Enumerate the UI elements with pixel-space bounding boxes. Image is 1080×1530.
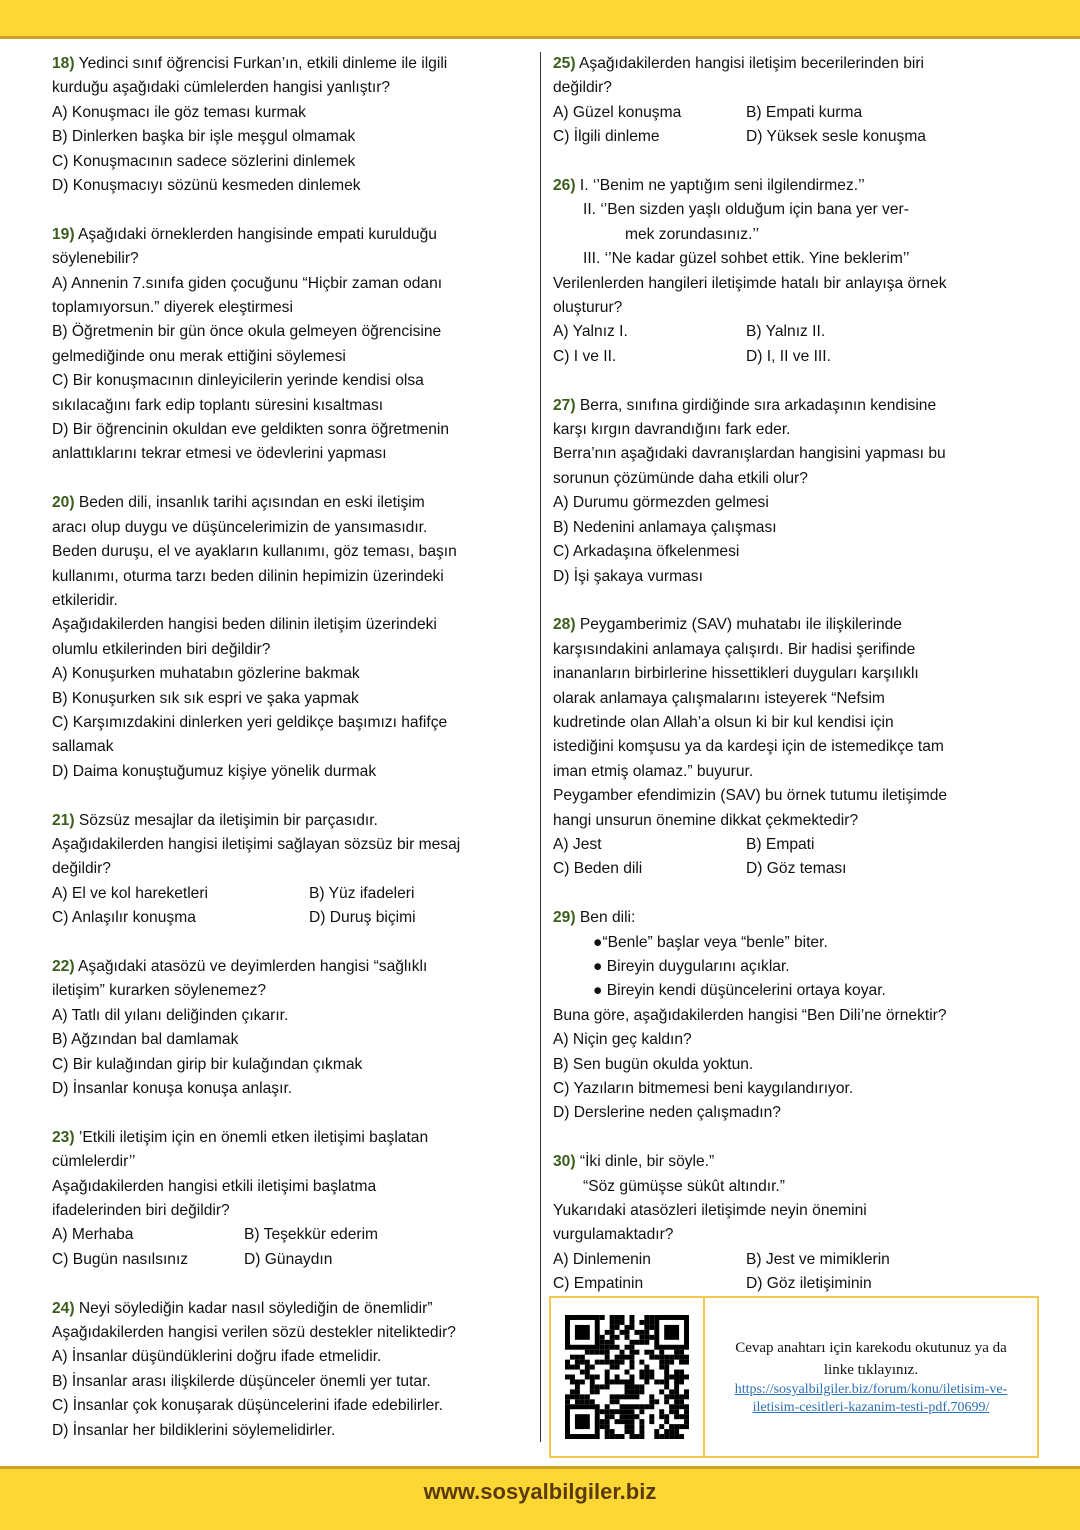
question-text-line: karşısındakini anlamaya çalışırdı. Bir hadisi şerifinde <box>553 640 916 658</box>
answer-option[interactable]: A) Konuşmacı ile göz teması kurmak <box>52 103 306 121</box>
answer-option[interactable]: C) Bir konuşmacının dinleyicilerin yerinde kendisi olsa <box>52 372 424 390</box>
question-number: 27) <box>553 396 576 414</box>
answer-option[interactable]: C) Konuşmacının sadece sözlerini dinlemek <box>52 152 356 170</box>
question-text-line: söylenebilir? <box>52 250 139 268</box>
answer-option[interactable]: D) Duruş biçimi <box>309 909 416 927</box>
answer-option[interactable]: D) İşi şakaya vurması <box>553 567 703 585</box>
question-number: 28) <box>553 616 576 634</box>
question <box>553 1150 1033 1296</box>
answer-option[interactable]: A) İnsanlar düşündüklerini doğru ifade etmelidir. <box>52 1348 382 1366</box>
answer-option[interactable]: B) Sen bugün okulda yoktun. <box>553 1055 754 1073</box>
left-column <box>52 52 532 1467</box>
answer-option[interactable]: A) El ve kol hareketleri <box>52 884 208 902</box>
option-row <box>52 882 532 906</box>
answer-option[interactable]: B) Empati <box>746 835 815 853</box>
question <box>52 1297 532 1443</box>
question-text-line: Beden duruşu, el ve ayakların kullanımı, göz teması, başın <box>52 543 457 561</box>
answer-option[interactable]: C) I ve II. <box>553 347 617 365</box>
question-text: Neyi söylediğin kadar nasıl söylediğin de önemlidir” <box>74 1299 433 1317</box>
question-text: Yedinci sınıf öğrencisi Furkan’ın, etkili dinleme ile ilgili <box>74 55 448 72</box>
question-first-line <box>553 613 1033 637</box>
answer-option[interactable]: B) Empati kurma <box>746 103 863 121</box>
question-text-line: hangi unsurun önemine dikkat çekmektedir? <box>553 811 859 829</box>
answer-option[interactable]: A) Yalnız I. <box>553 323 628 341</box>
option-row <box>553 101 1033 125</box>
answer-option[interactable]: C) Arkadaşına öfkelenmesi <box>553 543 740 561</box>
qr-code[interactable] <box>551 1298 705 1456</box>
answer-option[interactable]: B) Ağzından bal damlamak <box>52 1031 239 1049</box>
answer-option[interactable]: B) Teşekkür ederim <box>244 1226 379 1244</box>
question-text-line: iletişim” kurarken söylenemez? <box>52 982 267 1000</box>
question-text-line: kurduğu aşağıdaki cümlelerden hangisi yanlıştır? <box>52 79 391 97</box>
answer-option[interactable]: C) Karşımızdakini dinlerken yeri geldikçe başımızı hafifçe <box>52 713 448 731</box>
question-text-line: II. ‘’Ben sizden yaşlı olduğum için bana yer ver- <box>583 201 909 219</box>
question-text: Aşağıdakilerden hangisi iletişim becerilerinden biri <box>575 55 924 72</box>
option-row <box>553 1248 1033 1272</box>
question-first-line <box>553 1150 1033 1174</box>
question-text-line: kullanımı, oturma tarzı beden dilinin hepimizin üzerindeki <box>52 567 444 585</box>
question-text-line: istediğini komşusu ya da kardeşi için de istemedikçe tam <box>553 738 944 756</box>
question-text: ’Etkili iletişim için en önemli etken iletişimi başlatan <box>74 1128 429 1146</box>
question-text-line: iman etmiş olamaz.” buyurur. <box>553 762 754 780</box>
question-text-line: ifadelerinden biri değildir? <box>52 1202 230 1220</box>
question-text-line: vurgulamaktadır? <box>553 1226 674 1244</box>
column-divider <box>540 52 541 1442</box>
question-text: Beden dili, insanlık tarihi açısından en eski iletişim <box>74 494 425 512</box>
question-number: 25) <box>553 55 576 72</box>
answer-option[interactable]: D) Günaydın <box>244 1250 333 1268</box>
answer-option[interactable]: B) Dinlerken başka bir işle meşgul olmamak <box>52 128 356 146</box>
question-text-line: ●“Benle” başlar veya “benle” biter. <box>593 933 828 951</box>
question <box>52 52 532 198</box>
question-first-line <box>553 906 1033 930</box>
answer-option[interactable]: B) Nedenini anlamaya çalışması <box>553 518 777 536</box>
footer-website[interactable]: www.sosyalbilgiler.biz <box>423 1479 657 1504</box>
question-text: Ben dili: <box>575 909 636 927</box>
question-first-line <box>553 174 1033 198</box>
answer-option[interactable]: B) Yalnız II. <box>746 323 826 341</box>
question <box>52 1126 532 1272</box>
question <box>52 955 532 1101</box>
option-row <box>553 833 1033 857</box>
answer-option[interactable]: B) Jest ve mimiklerin <box>746 1250 890 1268</box>
question-text-line: Berra’nın aşağıdaki davranışlardan hangisini yapması bu <box>553 445 946 463</box>
header-bar <box>0 0 1080 39</box>
answer-option[interactable]: D) Yüksek sesle konuşma <box>746 128 926 146</box>
question-text-line: oluşturur? <box>553 299 623 317</box>
answer-option[interactable]: D) İnsanlar her bildiklerini söylemelidirler. <box>52 1421 336 1439</box>
answer-option[interactable]: C) Yazıların bitmemesi beni kaygılandırıyor. <box>553 1080 854 1097</box>
answer-option[interactable]: C) Empatinin <box>553 1275 644 1293</box>
answer-option[interactable]: A) Niçin geç kaldın? <box>553 1031 692 1049</box>
question-text-line: ● Bireyin duygularını açıklar. <box>593 957 790 975</box>
question-text-line: III. ‘’Ne kadar güzel sohbet ettik. Yine beklerim’’ <box>583 250 910 268</box>
option-row <box>553 320 1033 344</box>
question-text: Peygamberimiz (SAV) muhatabı ile ilişkilerinde <box>575 616 902 634</box>
question-text-line: Verilenlerden hangileri iletişimde hatalı bir anlayışa örnek <box>553 274 947 292</box>
answer-option[interactable]: A) Güzel konuşma <box>553 103 682 121</box>
question-first-line <box>553 52 1033 76</box>
question-text-line: inananların birbirlerine hissettikleri duyguları karşılıklı <box>553 665 919 683</box>
question-text: Aşağıdaki atasözü ve deyimlerden hangisi “sağlıklı <box>74 957 428 975</box>
answer-option[interactable]: D) Daima konuştuğumuz kişiye yönelik durmak <box>52 762 377 780</box>
question-text: Aşağıdaki örneklerden hangisinde empati kurulduğu <box>74 225 437 243</box>
answer-option[interactable]: A) Durumu görmezden gelmesi <box>553 494 769 512</box>
question-number: 26) <box>553 177 576 195</box>
answer-option[interactable]: A) Dinlemenin <box>553 1250 651 1268</box>
question <box>52 223 532 467</box>
question-text-line: “Söz gümüşse sükût altındır.” <box>583 1177 785 1195</box>
answer-option[interactable]: B) Yüz ifadeleri <box>309 884 415 902</box>
answer-option[interactable]: B) İnsanlar arası ilişkilerde düşünceler önemli yer tutar. <box>52 1372 431 1390</box>
option-row <box>52 1223 532 1247</box>
question <box>553 613 1033 881</box>
question-number: 19) <box>52 225 75 243</box>
question-text: I. ‘’Benim ne yaptığım seni ilgilendirmez.’’ <box>575 177 865 195</box>
question-text-line: Aşağıdakilerden hangisi iletişimi sağlayan sözsüz bir mesaj <box>52 835 461 853</box>
question-text-line: ● Bireyin kendi düşüncelerini ortaya koyar. <box>593 982 886 1000</box>
answer-option[interactable]: D) Derslerine neden çalışmadın? <box>553 1104 781 1122</box>
question-number: 24) <box>52 1299 75 1317</box>
option-row <box>553 345 1033 369</box>
question-text: “İki dinle, bir söyle.” <box>575 1153 715 1171</box>
question-text-line: Aşağıdakilerden hangisi verilen sözü destekler niteliktedir? <box>52 1324 456 1342</box>
question-first-line <box>52 491 532 515</box>
question-first-line <box>52 809 532 833</box>
question <box>52 809 532 931</box>
question-text-line: sallamak <box>52 738 114 756</box>
answer-option[interactable]: D) Bir öğrencinin okuldan eve geldikten sonra öğretmenin <box>52 421 450 439</box>
question-number: 22) <box>52 957 75 975</box>
question-text-line: toplamıyorsun.” diyerek eleştirmesi <box>52 299 293 317</box>
question-text-line: değildir? <box>52 860 111 878</box>
question-text-line: sıkılacağını fark edip toplantı süresini kısaltması <box>52 396 384 414</box>
question-text-line: kudretinde olan Allah’a olsun ki bir kul kendisi için <box>553 713 894 731</box>
answer-option[interactable]: D) İnsanlar konuşa konuşa anlaşır. <box>52 1080 293 1097</box>
question-first-line <box>52 1126 532 1150</box>
question-text-line: Buna göre, aşağıdakilerden hangisi “Ben Dili’ne örnektir? <box>553 1006 947 1024</box>
option-row <box>553 125 1033 149</box>
answer-option[interactable]: D) Konuşmacıyı sözünü kesmeden dinlemek <box>52 177 361 195</box>
question-text-line: Yukarıdaki atasözleri iletişimde neyin önemini <box>553 1202 867 1220</box>
answer-option[interactable]: B) Konuşurken sık sık espri ve şaka yapmak <box>52 689 359 707</box>
question-text-line: sorunun çözümünde daha etkili olur? <box>553 469 808 487</box>
answer-option[interactable]: C) İnsanlar çok konuşarak düşüncelerini ifade edebilirler. <box>52 1397 443 1415</box>
question-text: Sözsüz mesajlar da iletişimin bir parçasıdır. <box>74 811 378 829</box>
option-row <box>52 906 532 930</box>
right-column <box>553 52 1033 1321</box>
question-number: 29) <box>553 909 576 927</box>
answer-key-text: Cevap anahtarı için karekodu okutunuz ya da linke tıklayınız. <box>735 1340 1007 1378</box>
answer-option[interactable]: A) Merhaba <box>52 1226 134 1244</box>
question-first-line <box>52 955 532 979</box>
question-text-line: Aşağıdakilerden hangisi etkili iletişimi başlatma <box>52 1177 377 1195</box>
question-text-line: olarak anlamaya çalışmalarını isteyerek “Nefsim <box>553 689 885 707</box>
answer-option[interactable]: A) Tatlı dil yılanı deliğinden çıkarır. <box>52 1006 289 1024</box>
question-first-line <box>52 52 532 76</box>
answer-option[interactable]: B) Öğretmenin bir gün önce okula gelmeyen öğrencisine <box>52 323 442 341</box>
qr-code-icon <box>565 1315 689 1439</box>
option-row <box>52 1248 532 1272</box>
footer-bar <box>0 1466 1080 1530</box>
question <box>553 52 1033 150</box>
question-number: 30) <box>553 1153 576 1171</box>
question-text-line: gelmediğinde onu merak ettiğini söylemesi <box>52 347 346 365</box>
question-text-line: mek zorundasınız.’’ <box>625 225 760 243</box>
answer-option[interactable]: C) Bir kulağından girip bir kulağından çıkmak <box>52 1055 363 1073</box>
question-number: 20) <box>52 494 75 512</box>
question-number: 21) <box>52 811 75 829</box>
question-number: 23) <box>52 1128 75 1146</box>
answer-key-link[interactable]: https://sosyalbilgiler.biz/forum/konu/iletisim-ve-iletisim-cesitleri-kazanim-testi-pdf.70699/ <box>734 1382 1008 1415</box>
option-row <box>553 1272 1033 1296</box>
question-text-line: cümlelerdir’’ <box>52 1153 136 1171</box>
answer-option[interactable]: C) Bugün nasılsınız <box>52 1250 189 1268</box>
question-text-line: olumlu etkilerinden biri değildir? <box>52 640 271 658</box>
question-first-line <box>52 1297 532 1321</box>
question-text-line: Aşağıdakilerden hangisi beden dilinin iletişim üzerindeki <box>52 616 437 634</box>
option-row <box>553 857 1033 881</box>
question-text-line: etkileridir. <box>52 591 118 609</box>
question <box>52 491 532 784</box>
question-first-line <box>553 394 1033 418</box>
question-text-line: değildir? <box>553 79 612 97</box>
question-first-line <box>52 223 532 247</box>
question <box>553 906 1033 1126</box>
answer-option[interactable]: C) İlgili dinleme <box>553 128 660 146</box>
question <box>553 394 1033 589</box>
answer-option[interactable]: A) Jest <box>553 835 602 853</box>
question-text-line: aracı olup duygu ve düşüncelerimizin de yansımasıdır. <box>52 518 428 536</box>
answer-option[interactable]: C) Beden dili <box>553 860 643 878</box>
question-text-line: karşı kırgın davrandığını fark eder. <box>553 421 791 439</box>
question-text: Berra, sınıfına girdiğinde sıra arkadaşının kendisine <box>575 396 937 414</box>
question-number: 18) <box>52 55 75 72</box>
answer-option[interactable]: A) Annenin 7.sınıfa giden çocuğunu “Hiçbir zaman odanı <box>52 274 443 292</box>
answer-key-box <box>549 1296 1039 1458</box>
answer-option[interactable]: D) Göz iletişiminin <box>746 1275 872 1293</box>
answer-option[interactable]: D) I, II ve III. <box>746 347 831 365</box>
question-text-line: anlattıklarını tekrar etmesi ve ödevlerini yapması <box>52 445 387 463</box>
answer-option[interactable]: D) Göz teması <box>746 860 847 878</box>
answer-option[interactable]: A) Konuşurken muhatabın gözlerine bakmak <box>52 665 360 683</box>
question-text-line: Peygamber efendimizin (SAV) bu örnek tutumu iletişimde <box>553 787 948 805</box>
answer-option[interactable]: C) Anlaşılır konuşma <box>52 909 196 927</box>
question <box>553 174 1033 369</box>
